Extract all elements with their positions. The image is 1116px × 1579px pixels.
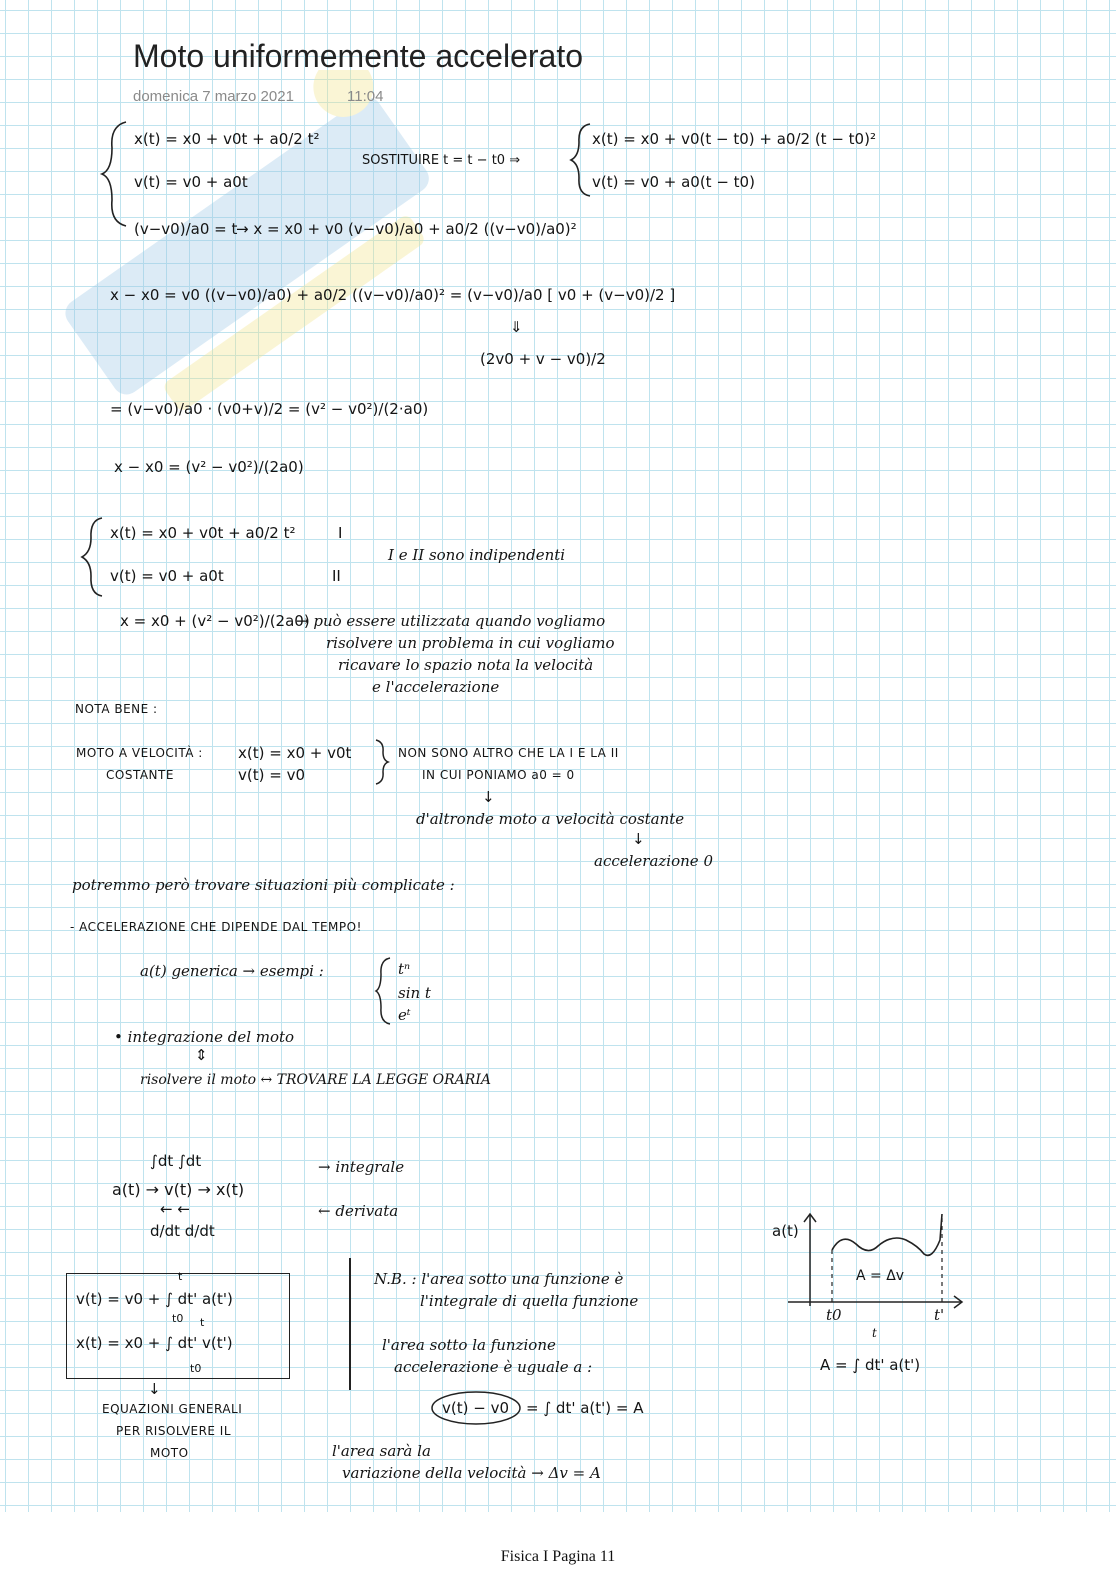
nb-eq: = ∫ dt' a(t') = A xyxy=(526,1399,644,1417)
nb-circled-text: v(t) − v0 xyxy=(442,1399,509,1417)
eq-x-shifted: x(t) = x0 + v0(t − t0) + a0/2 (t − t0)² xyxy=(592,130,876,148)
eq-v-shifted: v(t) = v0 + a0(t − t0) xyxy=(592,173,755,191)
system-note-line-2: risolvere un problema in cui vogliamo xyxy=(326,634,615,652)
nb-line-6: variazione della velocità → Δv = A xyxy=(342,1464,601,1482)
sostituire-label: SOSTITUIRE t = t − t0 ⇒ xyxy=(362,153,521,168)
page-footer: Fisica I Pagina 11 xyxy=(500,1548,616,1565)
eq-x-substituted: → x = x0 + v0 (v−v0)/a0 + a0/2 ((v−v0)/a0)² xyxy=(236,220,577,238)
brace-second-system xyxy=(76,514,110,600)
costante-arrow-1: ↓ xyxy=(482,788,495,806)
page-title: Moto uniformemente accelerato xyxy=(133,38,583,74)
chain-derivatives: d/dt d/dt xyxy=(150,1222,215,1240)
boxed-caption-3: MOTO xyxy=(150,1446,189,1460)
costante-arrow-2: ↓ xyxy=(632,830,645,848)
boxed-limit-bot-x: t0 xyxy=(190,1362,202,1375)
separator-line xyxy=(349,1258,351,1390)
system-note-line-4: e l'accelerazione xyxy=(372,678,500,696)
system-eq-3: x = x0 + (v² − v0²)/(2a0) xyxy=(120,612,310,630)
brace-esempi xyxy=(374,956,394,1026)
footer-band xyxy=(0,1512,1116,1579)
page-time: 11:04 xyxy=(347,88,384,105)
graph-curve xyxy=(832,1214,942,1255)
system-eq-1: x(t) = x0 + v0t + a0/2 t² xyxy=(110,524,296,542)
system-tag-2: II xyxy=(332,567,341,585)
derivation-fraction: (2v0 + v − v0)/2 xyxy=(480,350,606,368)
nb-line-4: accelerazione è uguale a : xyxy=(394,1358,593,1376)
costante-label-2: COSTANTE xyxy=(106,768,174,782)
eq-t-expression: (v−v0)/a0 = t xyxy=(134,220,238,238)
nb-line-1: N.B. : l'area sotto una funzione è xyxy=(374,1270,624,1288)
page-date: domenica 7 marzo 2021 xyxy=(133,88,294,105)
graph-area-label: A = Δv xyxy=(856,1268,905,1284)
eq-v-uniform: v(t) = v0 + a0t xyxy=(134,173,248,191)
nota-bene: NOTA BENE : xyxy=(75,702,158,716)
boxed-caption-1: EQUAZIONI GENERALI xyxy=(102,1402,243,1416)
integrazione-label: • integrazione del moto xyxy=(114,1028,295,1046)
acc-tempo-heading: - ACCELERAZIONE CHE DIPENDE DAL TEMPO! xyxy=(70,920,362,934)
boxed-caption-2: PER RISOLVERE IL xyxy=(116,1424,232,1438)
system-note-line-1: → può essere utilizzata quando vogliamo xyxy=(296,612,606,630)
chain-main: a(t) → v(t) → x(t) xyxy=(112,1180,245,1199)
chain-derivata: ← derivata xyxy=(318,1202,399,1220)
watermark-logo xyxy=(20,70,480,430)
brace-costante xyxy=(372,738,390,786)
general-equations-box xyxy=(66,1273,290,1379)
system-note-line-3: ricavare lo spazio nota la velocità xyxy=(338,656,594,674)
boxed-eq-v: v(t) = v0 + ∫ dt' a(t') xyxy=(76,1290,233,1308)
graph-formula-limit: t xyxy=(872,1326,877,1340)
brace-first-system xyxy=(96,118,136,230)
esempio-2: sin t xyxy=(398,984,431,1002)
graph-t1-label: t' xyxy=(934,1306,945,1324)
chain-integrals: ∫dt ∫dt xyxy=(150,1152,202,1170)
graph-t0-label: t0 xyxy=(826,1306,842,1324)
nb-line-3: l'area sotto la funzione xyxy=(382,1336,556,1354)
integrazione-arrow: ⇕ xyxy=(195,1046,208,1064)
costante-eq-1: x(t) = x0 + v0t xyxy=(238,744,352,762)
costante-note-4: accelerazione 0 xyxy=(594,852,713,870)
costante-label-1: MOTO A VELOCITÀ : xyxy=(76,746,203,760)
generica-label: a(t) generica → esempi : xyxy=(140,962,324,980)
costante-note-3: d'altronde moto a velocità costante xyxy=(416,810,685,828)
derivation-line-3: x − x0 = (v² − v0²)/(2a0) xyxy=(114,458,304,476)
boxed-limit-top-x: t xyxy=(200,1316,205,1329)
risolvere-label: risolvere il moto ↔ TROVARE LA LEGGE ORARIA xyxy=(140,1072,491,1088)
eq-x-uniform: x(t) = x0 + v0t + a0/2 t² xyxy=(134,130,320,148)
costante-eq-2: v(t) = v0 xyxy=(238,766,305,784)
derivation-line-2: = (v−v0)/a0 · (v0+v)/2 = (v² − v0²)/(2·a0) xyxy=(110,400,429,418)
chain-back-arrows: ← ← xyxy=(160,1200,190,1218)
graph-ylabel: a(t) xyxy=(772,1222,799,1240)
boxed-arrow: ↓ xyxy=(148,1380,161,1398)
derivation-arrow: ⇓ xyxy=(510,318,523,336)
esempio-1: tⁿ xyxy=(398,960,411,978)
system-note: I e II sono indipendenti xyxy=(388,546,566,564)
boxed-eq-x: x(t) = x0 + ∫ dt' v(t') xyxy=(76,1334,233,1352)
chain-integrale: → integrale xyxy=(318,1158,405,1176)
esempio-3: eᵗ xyxy=(398,1006,411,1024)
complicate-note: potremmo però trovare situazioni più complicate : xyxy=(72,876,455,894)
graph-formula: A = ∫ dt' a(t') xyxy=(820,1356,921,1374)
system-tag-1: I xyxy=(338,524,343,542)
nb-line-5: l'area sarà la xyxy=(332,1442,431,1460)
costante-note-1: NON SONO ALTRO CHE LA I E LA II xyxy=(398,746,619,760)
boxed-limit-top-v: t xyxy=(178,1270,183,1283)
system-eq-2: v(t) = v0 + a0t xyxy=(110,567,224,585)
nb-line-2: l'integrale di quella funzione xyxy=(420,1292,639,1310)
costante-note-2: IN CUI PONIAMO a0 = 0 xyxy=(422,768,575,782)
boxed-limit-bot-v: t0 xyxy=(172,1312,184,1325)
derivation-line-1: x − x0 = v0 ((v−v0)/a0) + a0/2 ((v−v0)/a0)² = (v−v0)/a0 [ v0 + (v−v0)/2 ] xyxy=(110,286,676,304)
